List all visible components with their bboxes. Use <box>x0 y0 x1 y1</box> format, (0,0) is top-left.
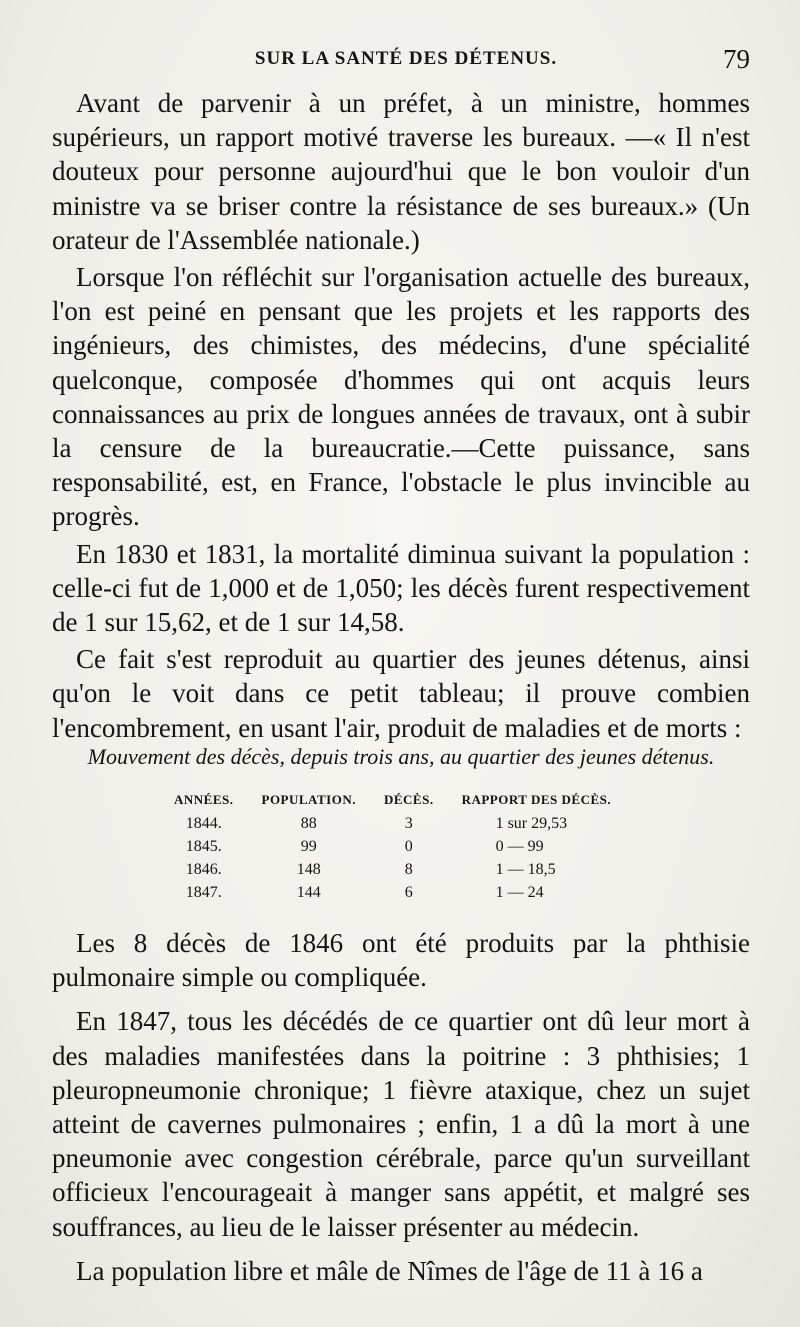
table-header-row <box>160 792 625 812</box>
paragraph: Avant de parvenir à un préfet, à un ministre, hommes supérieurs, un rapport motivé traverse les bureaux. —« Il n'est douteux pour personne aujourd'hui que le bon vouloir d'un ministre va se briser contre la résistance de ses bureaux.» (Un orateur de l'Assemblée nationale.) <box>52 88 750 255</box>
cell-ratio: 1 — 24 <box>495 883 544 901</box>
running-head: SUR LA SANTÉ DES DÉTENUS. <box>254 48 558 69</box>
paragraph: Les 8 décès de 1846 ont été produits par la phthisie pulmonaire simple ou compliquée. <box>52 928 750 993</box>
cell-deaths: 6 <box>404 883 413 901</box>
column-header-rapport: RAPPORT DES DÉCÈS. <box>461 792 612 807</box>
paragraph: En 1830 et 1831, la mortalité diminua suivant la population : celle-ci fut de 1,000 et de 1,050; les décès furent respectivement de 1 sur 15,62, et de 1 sur 14,58. <box>52 538 750 638</box>
cell-population: 99 <box>300 837 317 855</box>
paragraph: La population libre et mâle de Nîmes de l'âge de 11 à 16 a <box>76 1255 703 1286</box>
paragraph: En 1847, tous les décédés de ce quartier ont dû leur mort à des maladies manifestées dans la poitrine : 3 phthisies; 1 pleuropneumonie chronique; 1 fièvre ataxique, chez un sujet atteint de cavernes pulmonaires ; enfin, 1 a dû la mort à une pneumonie avec congestion cérébrale, parce qu'un surveillant officieux l'encourageait à manger sans appétit, et malgré ses souffrances, au lieu de le laisser présenter au médecin. <box>52 1006 750 1242</box>
page-header <box>60 44 752 80</box>
deaths-table <box>160 792 625 904</box>
cell-population: 88 <box>300 814 317 832</box>
column-header-population: POPULATION. <box>261 792 356 807</box>
page-number: 79 <box>723 44 750 74</box>
cell-year: 1847. <box>185 883 222 901</box>
cell-deaths: 3 <box>404 814 413 832</box>
body-text-upper <box>52 86 750 745</box>
cell-deaths: 8 <box>404 860 413 878</box>
cell-ratio: 0 — 99 <box>495 837 544 855</box>
cell-year: 1845. <box>185 837 222 855</box>
cell-ratio: 1 sur 29,53 <box>495 814 568 832</box>
cell-population: 148 <box>296 860 321 878</box>
cell-population: 144 <box>296 883 321 901</box>
cell-ratio: 1 — 18,5 <box>495 860 556 878</box>
body-text-lower <box>52 926 750 1288</box>
paragraph: Ce fait s'est reproduit au quartier des jeunes détenus, ainsi qu'on le voit dans ce petit tableau; il prouve combien l'encombrement, en usant l'air, produit de maladies et de morts : <box>52 644 750 743</box>
column-header-deces: DÉCÈS. <box>383 792 434 807</box>
table-row <box>160 858 625 881</box>
table-row <box>160 812 625 835</box>
column-header-annees: ANNÉES. <box>174 792 234 807</box>
table-row <box>160 835 625 858</box>
table-row <box>160 881 625 904</box>
cell-deaths: 0 <box>404 837 413 855</box>
cell-year: 1844. <box>185 814 222 832</box>
table-caption: Mouvement des décès, depuis trois ans, au quartier des jeunes détenus. <box>87 744 715 769</box>
cell-year: 1846. <box>185 860 222 878</box>
paragraph: Lorsque l'on réfléchit sur l'organisation actuelle des bureaux, l'on est peiné en pensant que les projets et les rapports des ingénieurs, des chimistes, des médecins, d'une spécialité quelconque, composée d'hommes qui ont acquis leurs connaissances au prix de longues années de travaux, ont à subir la censure de la bureaucratie.—Cette puissance, sans responsabilité, est, en France, l'obstacle le plus invincible au progrès. <box>52 262 750 532</box>
